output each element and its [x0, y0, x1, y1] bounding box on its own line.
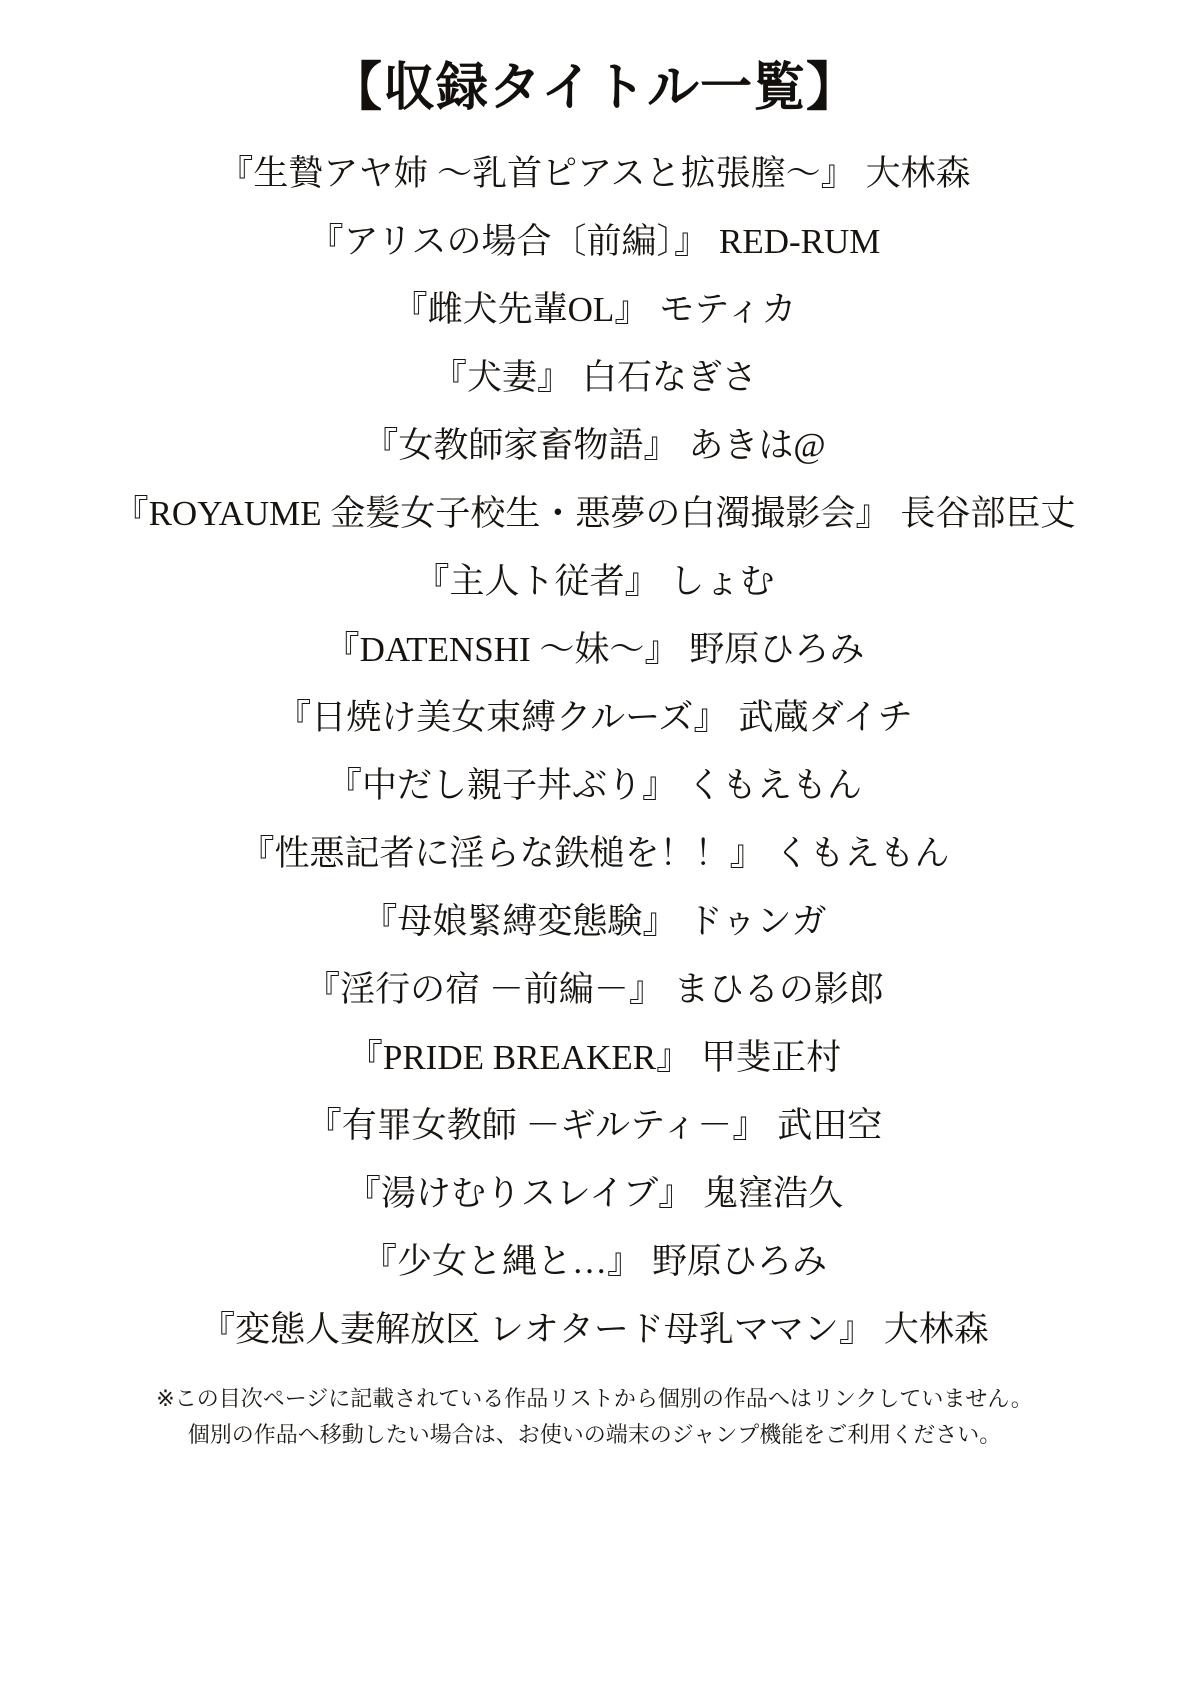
list-item — [346, 1159, 843, 1227]
work-title: 『主人ト従者』 — [414, 561, 660, 601]
work-author: あきは@ — [688, 425, 826, 465]
work-author: 武田空 — [777, 1105, 883, 1145]
work-author: 野原ひろみ — [689, 629, 865, 669]
work-title: 『アリスの場合〔前編〕』 — [308, 221, 709, 261]
footnote-line-2: 個別の作品へ移動したい場合は、お使いの端末のジャンプ機能をご利用ください。 — [187, 1422, 1002, 1448]
work-author: しょむ — [669, 561, 775, 601]
work-title: 『湯けむりスレイブ』 — [345, 1173, 694, 1213]
work-title: 『中だし親子丼ぶり』 — [326, 765, 677, 805]
work-author: 長谷部臣丈 — [900, 493, 1076, 533]
list-item — [393, 275, 797, 343]
work-title: 『有罪女教師 －ギルティ－』 — [306, 1105, 768, 1145]
work-title: 『生贄アヤ姉 ～乳首ピアスと拡張膣～』 — [218, 153, 856, 193]
work-title: 『日焼け美女束縛クルーズ』 — [276, 697, 729, 737]
list-item — [432, 343, 757, 411]
list-item — [307, 1091, 883, 1159]
work-title: 『犬妻』 — [431, 357, 572, 397]
list-item — [114, 479, 1076, 547]
work-title: 『PRIDE BREAKER』 — [347, 1037, 692, 1077]
work-title: 『変態人妻解放区 レオタード母乳ママン』 — [200, 1309, 874, 1349]
work-title: 『ROYAUME 金髪女子校生・悪夢の白濁撮影会』 — [113, 493, 891, 533]
work-title: 『雌犬先輩OL』 — [392, 289, 650, 329]
work-title: 『少女と縄と…』 — [361, 1241, 642, 1281]
work-author: ドゥンガ — [687, 901, 827, 941]
list-item — [200, 1295, 989, 1363]
list-item — [276, 683, 913, 751]
list-item — [348, 1023, 841, 1091]
work-author: くもえもん — [774, 833, 950, 873]
work-author: 野原ひろみ — [652, 1241, 828, 1281]
list-item — [363, 411, 825, 479]
work-author: RED-RUM — [719, 221, 881, 261]
list-item — [362, 887, 826, 955]
work-author: 武蔵ダイチ — [738, 697, 913, 737]
work-author: モティカ — [659, 289, 797, 329]
work-author: 白石なぎさ — [582, 357, 758, 397]
work-title: 『DATENSHI ～妹～』 — [324, 629, 680, 669]
list-item — [362, 1227, 827, 1295]
work-author: 鬼窪浩久 — [703, 1173, 844, 1213]
list-item — [325, 615, 865, 683]
list-item — [309, 207, 881, 275]
footnote-line-1: ※この目次ページに記載されている作品リストから個別の作品へはリンクしていません。 — [156, 1386, 1033, 1412]
work-author: 大林森 — [865, 153, 971, 193]
work-author: くもえもん — [687, 765, 863, 805]
work-title: 『母娘緊縛変態験』 — [362, 901, 678, 941]
title-list — [60, 139, 1129, 1363]
list-item — [305, 955, 884, 1023]
work-author: 甲斐正村 — [701, 1037, 842, 1077]
list-item — [414, 547, 774, 615]
work-title: 『女教師家畜物語』 — [363, 425, 679, 465]
footnote — [60, 1381, 1129, 1454]
list-item — [327, 751, 862, 819]
list-item — [239, 819, 949, 887]
page-title: 【収録タイトル一覧】 — [330, 60, 859, 117]
work-title: 『性悪記者に淫らな鉄槌を！！』 — [239, 833, 765, 873]
work-title: 『淫行の宿 －前編－』 — [305, 969, 664, 1009]
work-author: 大林森 — [883, 1309, 989, 1349]
list-item — [218, 139, 970, 207]
work-author: まひるの影郎 — [673, 969, 884, 1009]
